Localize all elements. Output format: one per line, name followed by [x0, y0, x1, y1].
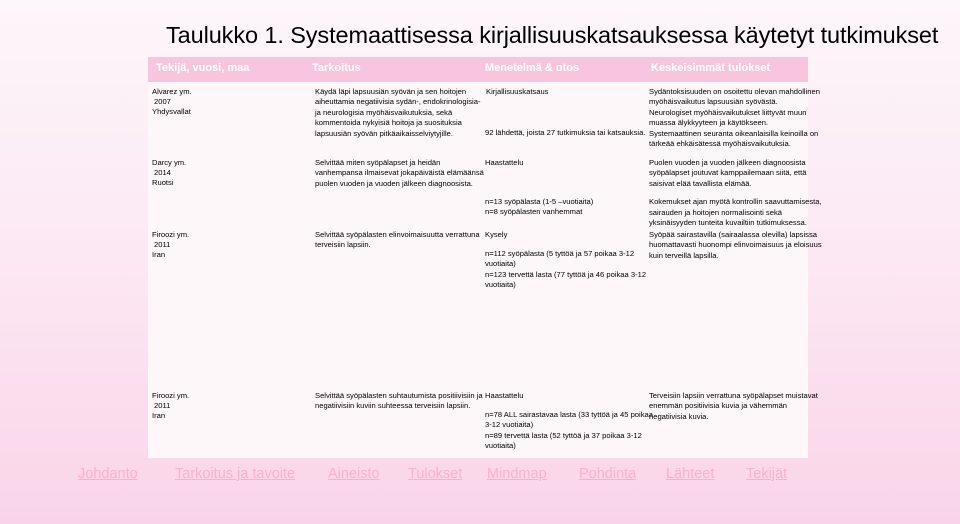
nav-link-mindmap[interactable]: Mindmap	[487, 466, 547, 482]
text-line: 92 lähdettä, joista 27 tutkimuksia tai katsauksia.	[485, 128, 646, 137]
text-line: Haastattelu	[485, 158, 524, 167]
text-line: Kokemukset ajan myötä kontrollin saavuttamisesta,	[649, 197, 822, 207]
text-line: sairauden ja hoitojen normalisointi sekä	[649, 207, 782, 217]
text-line: huomattavasti huonompi elinvoimaisuus ja eloisuus	[649, 240, 822, 250]
author-year: 2011	[154, 401, 171, 410]
slide-title: Taulukko 1. Systemaattisessa kirjallisuuskatsauksessa käytetyt tutkimukset	[166, 22, 939, 48]
text-line: Neurologiset myöhäisvaikutukset liittyvät muun	[649, 107, 807, 117]
navigation-links	[0, 466, 960, 490]
author-year: 2007	[154, 97, 171, 106]
author-country: Yhdysvallat	[152, 107, 191, 116]
author-name: Firoozi ym.	[152, 230, 190, 239]
text-line: n=89 tervettä lasta (52 tyttöä ja 37 poikaa 3-12	[485, 430, 642, 440]
row3-method	[485, 230, 507, 240]
nav-link-tulokset[interactable]: Tulokset	[408, 466, 463, 482]
text-line: vuotiaita)	[485, 441, 516, 451]
text-line: Kysely	[485, 230, 508, 239]
row3-purpose	[315, 230, 480, 251]
row1-results	[649, 87, 820, 149]
row1-purpose	[315, 87, 480, 139]
author-name: Alvarez ym.	[152, 87, 192, 96]
text-line: tärkeää ehkäisätessä myöhäisvaikutuksia.	[649, 139, 791, 149]
text-line: puolen vuoden ja vuoden jälkeen diagnoosista.	[315, 178, 473, 188]
row3-author	[152, 230, 189, 260]
text-line: n=112 syöpälasta (5 tyttöä ja 57 poikaa 3-12	[485, 249, 635, 258]
row4-purpose	[315, 391, 483, 412]
nav-link-tekijat[interactable]: Tekijät	[746, 466, 788, 482]
text-line: Selvittää miten syöpälapset ja heidän	[315, 158, 441, 167]
text-line: Systemaattinen seuranta oikeanlaisilla keinoilla on	[649, 128, 819, 138]
author-year: 2011	[154, 240, 171, 249]
studies-table	[148, 57, 822, 458]
text-line: Haastattelu	[485, 391, 524, 400]
author-name: Firoozi ym.	[152, 391, 190, 400]
text-line: negatiivisia kuvia.	[649, 411, 709, 421]
text-line: syöpälapset joutuvat kamppailemaan siitä, että	[649, 168, 807, 178]
author-year: 2014	[154, 168, 171, 177]
nav-link-aineisto[interactable]: Aineisto	[328, 466, 380, 482]
text-line: Selvittää syöpälasten suhtautumista positiivisiin ja	[315, 391, 483, 400]
text-line: Syöpää sairastavilla (sairaalassa olevilla) lapsissa	[649, 230, 817, 239]
row4-author	[152, 391, 189, 421]
text-line: saisivat elää tavallista elämää.	[649, 178, 752, 188]
row2-author	[152, 158, 186, 188]
text-line: Kirjallisuuskatsaus	[486, 87, 549, 96]
row4-method	[485, 391, 523, 401]
text-line: n=8 syöpälasten vanhemmat	[485, 207, 583, 217]
row4-sample	[485, 410, 653, 452]
header-author: Tekijä, vuosi, maa	[156, 62, 250, 74]
nav-link-lahteet[interactable]: Lähteet	[666, 466, 715, 482]
header-results: Keskeisimmät tulokset	[651, 62, 771, 74]
text-line: n=123 tervettä lasta (77 tyttöä ja 46 poikaa 3-12	[485, 269, 647, 279]
text-line: enemmän positiivisia kuvia ja vähemmän	[649, 401, 788, 411]
author-country: Iran	[152, 250, 166, 259]
text-line: vuotiaita)	[485, 280, 516, 290]
row2-results	[649, 158, 822, 228]
text-line: n=13 syöpälasta (1-5 –vuotiaita)	[485, 197, 594, 206]
row2-sample	[485, 197, 593, 218]
text-line: Sydäntoksisuuden on osoitettu olevan mahdollinen	[649, 87, 820, 96]
text-line: ja neurologisia myöhäisvaikutuksia, sekä	[315, 107, 453, 117]
text-line: myöhäisvaikutus lapsuusiän syövästä.	[649, 97, 778, 107]
row3-results	[649, 230, 822, 261]
text-line: negatiivisiin kuviin suhteessa terveisiin lapsiin.	[315, 401, 471, 411]
author-country: Ruotsi	[152, 178, 174, 187]
row2-purpose	[315, 158, 484, 189]
nav-link-johdanto[interactable]: Johdanto	[78, 466, 138, 482]
text-line: kommentoida nykyisiä hoitoja ja suosituksia	[315, 118, 462, 128]
author-name: Darcy ym.	[152, 158, 187, 167]
nav-link-pohdinta[interactable]: Pohdinta	[579, 466, 637, 482]
row1-author	[152, 87, 192, 117]
table-header	[148, 57, 808, 82]
text-line: lapsuusiän syövän pitkäaikaisselviytyjille.	[315, 128, 454, 138]
nav-link-tarkoitus[interactable]: Tarkoitus ja tavoite	[175, 466, 296, 482]
text-line: aiheuttamia negatiivisia sydän-, endokrinologisia-	[315, 97, 481, 107]
text-line: vanhempansa ilmaisevat jokapäiväistä elämäänsä	[315, 168, 484, 178]
text-line: Käydä läpi lapsuusiän syövän ja sen hoitojen	[315, 87, 467, 96]
text-line: vuotiaita)	[485, 259, 516, 269]
text-line: kuin terveillä lapsilla.	[649, 250, 719, 260]
row1-sample	[485, 128, 645, 138]
text-line: n=78 ALL sairastavaa lasta (33 tyttöä ja 45 poikaa	[485, 410, 653, 419]
text-line: 3-12 vuotiaita)	[485, 420, 534, 430]
row4-results	[649, 391, 818, 422]
row3-sample	[485, 249, 646, 291]
text-line: muassa älykkyyteen ja käytökseen.	[649, 118, 769, 128]
row1-method	[486, 87, 548, 97]
author-country: Iran	[152, 411, 166, 420]
text-line: terveisiin lapsiin.	[315, 240, 371, 250]
text-line	[649, 189, 822, 197]
text-line: Selvittää syöpälasten elinvoimaisuutta verrattuna	[315, 230, 480, 239]
text-line: Puolen vuoden ja vuoden jälkeen diagnoosista	[649, 158, 806, 167]
header-purpose: Tarkoitus	[312, 62, 361, 74]
text-line: yksinäisyyden tunteita kuvailtiin tutkimuksessa.	[649, 218, 807, 228]
text-line: Terveisiin lapsiin verrattuna syöpälapset muistavat	[649, 391, 818, 400]
header-method: Menetelmä & otos	[485, 62, 580, 74]
row2-method	[485, 158, 523, 168]
